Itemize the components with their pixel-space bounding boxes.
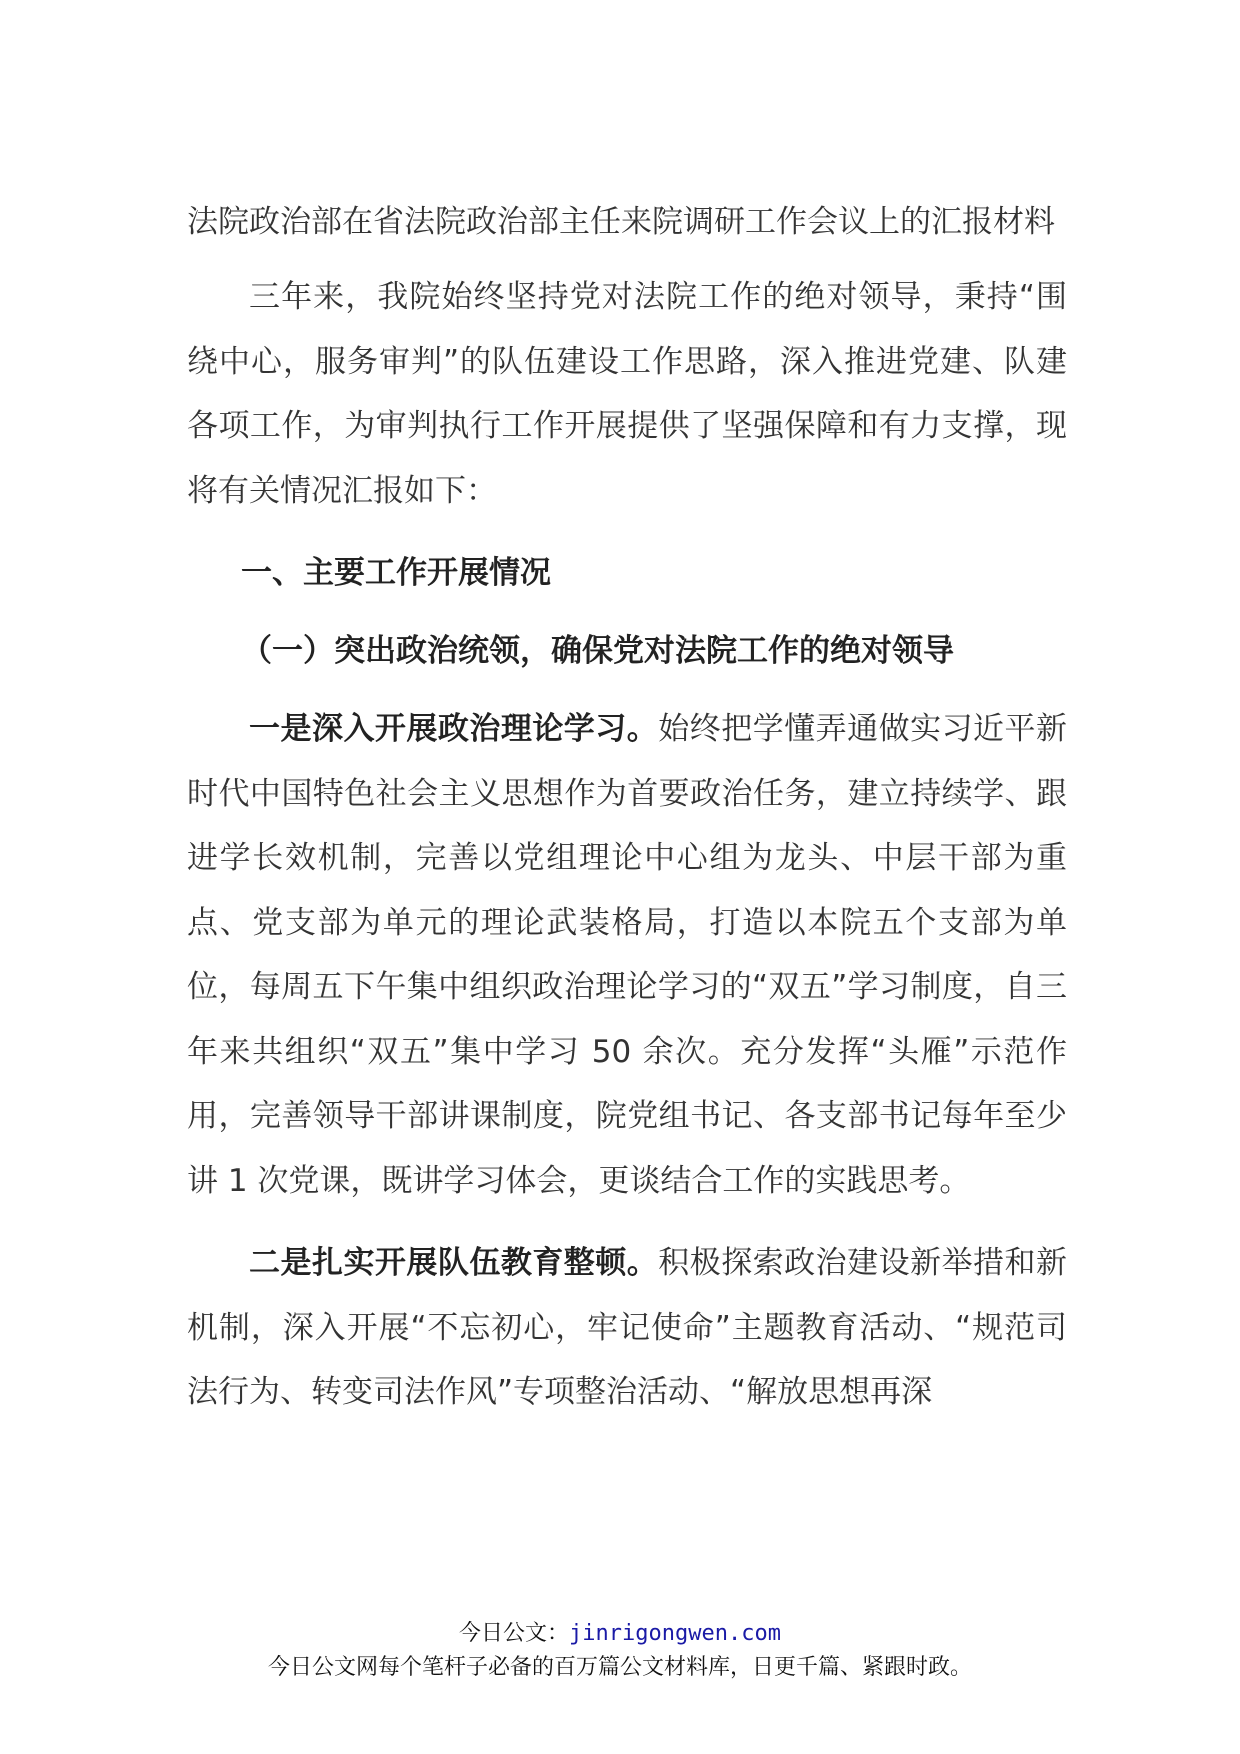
item-paragraph-2 [187, 1231, 1067, 1425]
item-body-1: 始终把学懂弄通做实习近平新时代中国特色社会主义思想作为首要政治任务，建立持续学、跟进学长效机制，完善以党组理论中心组为龙头、中层干部为重点、党支部为单元的理论武装格局，打造以本院五个支部为单位，每周五下午集中组织政治理论学习的“双五”学习制度，自三年来共组织“双五”集中学习 50 余次。充分发挥“头雁”示范作用，完善领导干部讲课制度，院党组书记、各支部书记每年至少讲 1 次党课，既讲学习体会，更谈结合工作的实践思考。 [187, 711, 1068, 1199]
footer-url-link[interactable]: jinrigongwen.com [569, 1621, 781, 1646]
footer-source-line [0, 1617, 1240, 1651]
footer-label: 今日公文： [459, 1621, 570, 1646]
footer-tagline: 今日公文网每个笔杆子必备的百万篇公文材料库，日更千篇、紧跟时政。 [267, 1655, 972, 1680]
page-footer [0, 1617, 1240, 1685]
section-heading: 一、主要工作开展情况 [241, 555, 551, 591]
spacer [187, 1213, 1067, 1231]
intro-paragraph: 三年来，我院始终坚持党对法院工作的绝对领导，秉持“围绕中心，服务审判”的队伍建设工作思路，深入推进党建、队建各项工作，为审判执行工作开展提供了坚强保障和有力支撑，现将有关情况汇报如下： [187, 279, 1067, 509]
item-lead-2: 二是扎实开展队伍教育整顿。 [249, 1245, 659, 1281]
spacer [187, 683, 1067, 697]
document-body [187, 190, 1067, 1425]
item-body-2: 积极探索政治建设新举措和新机制，深入开展“不忘初心，牢记使命”主题教育活动、“规范司法行为、转变司法作风”专项整治活动、“解放思想再深 [187, 1245, 1068, 1410]
item-paragraph-1 [187, 697, 1067, 1213]
spacer [187, 523, 1067, 541]
spacer [187, 605, 1067, 619]
document-title: 法院政治部在省法院政治部主任来院调研工作会议上的汇报材料 [187, 204, 1055, 240]
item-lead-1: 一是深入开展政治理论学习。 [249, 711, 659, 747]
subsection-heading: （一）突出政治统领，确保党对法院工作的绝对领导 [241, 633, 954, 669]
